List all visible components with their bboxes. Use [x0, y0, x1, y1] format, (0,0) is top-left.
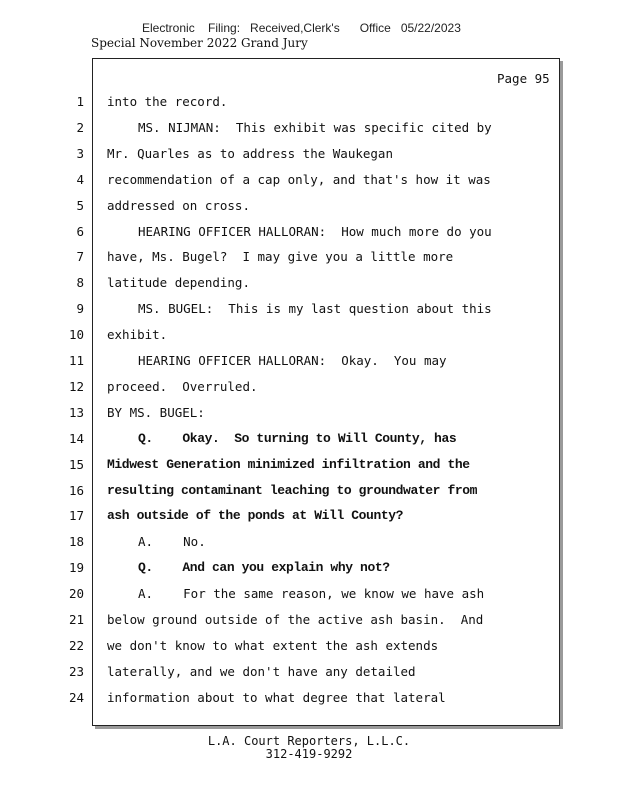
line-number: 7: [76, 249, 84, 264]
transcript-line: Mr. Quarles as to address the Waukegan: [107, 146, 393, 161]
transcript-line: proceed. Overruled.: [107, 379, 258, 394]
line-number: 13: [68, 405, 84, 420]
transcript-line: recommendation of a cap only, and that's how it was: [107, 172, 491, 187]
transcript-line: HEARING OFFICER HALLORAN: How much more do you: [138, 224, 492, 239]
line-number: 24: [68, 690, 84, 705]
transcript-line: we don't know to what extent the ash extends: [107, 638, 439, 653]
line-number: 16: [68, 483, 84, 498]
line-number: 11: [68, 353, 84, 368]
transcript-line: laterally, and we don't have any detailed: [107, 664, 416, 679]
line-number: 21: [68, 612, 84, 627]
transcript-line: have, Ms. Bugel? I may give you a little more: [107, 249, 454, 264]
transcript-line: MS. NIJMAN: This exhibit was specific cited by: [138, 120, 492, 135]
transcript-line: ash outside of the ponds at Will County?: [107, 508, 404, 523]
transcript-line: latitude depending.: [107, 275, 250, 290]
transcript-line: A. For the same reason, we know we have ash: [138, 586, 485, 601]
line-number: 12: [68, 379, 84, 394]
page-number: Page 95: [497, 71, 550, 86]
transcript-line: into the record.: [107, 94, 228, 109]
transcript-line: addressed on cross.: [107, 198, 250, 213]
line-number: 4: [76, 172, 84, 187]
footer-phone: 312-419-9292: [265, 747, 353, 761]
line-number: 22: [68, 638, 84, 653]
line-number: 1: [76, 94, 84, 109]
line-number: 5: [76, 198, 84, 213]
line-number: 8: [76, 275, 84, 290]
transcript-line: below ground outside of the active ash basin. And: [107, 612, 484, 627]
line-number: 19: [68, 560, 84, 575]
line-number: 14: [68, 431, 84, 446]
transcript-line: exhibit.: [107, 327, 168, 342]
transcript-line: Q. Okay. So turning to Will County, has: [138, 431, 457, 446]
line-number: 18: [68, 534, 84, 549]
transcript-line: MS. BUGEL: This is my last question about this: [138, 301, 492, 316]
line-number: 6: [76, 224, 84, 239]
footer-company: L.A. Court Reporters, L.L.C.: [207, 734, 411, 748]
line-number: 23: [68, 664, 84, 679]
case-title: Special November 2022 Grand Jury: [91, 36, 308, 50]
line-number: 15: [68, 457, 84, 472]
transcript-line: HEARING OFFICER HALLORAN: Okay. You may: [138, 353, 447, 368]
line-number: 9: [76, 301, 84, 316]
transcript-line: A. No.: [138, 534, 206, 549]
transcript-line: Midwest Generation minimized infiltration and the: [107, 457, 470, 472]
transcript-line: Q. And can you explain why not?: [138, 560, 390, 575]
line-number: 17: [68, 508, 84, 523]
transcript-line: BY MS. BUGEL:: [107, 405, 205, 420]
line-number: 10: [68, 327, 84, 342]
line-number: 2: [76, 120, 84, 135]
transcript-line: resulting contaminant leaching to groundwater from: [107, 483, 478, 498]
line-number: 20: [68, 586, 84, 601]
line-number: 3: [76, 146, 84, 161]
transcript-line: information about to what degree that lateral: [107, 690, 446, 705]
electronic-filing-stamp: Electronic Filing: Received,Clerk's Office 05/22/2023: [142, 21, 461, 35]
